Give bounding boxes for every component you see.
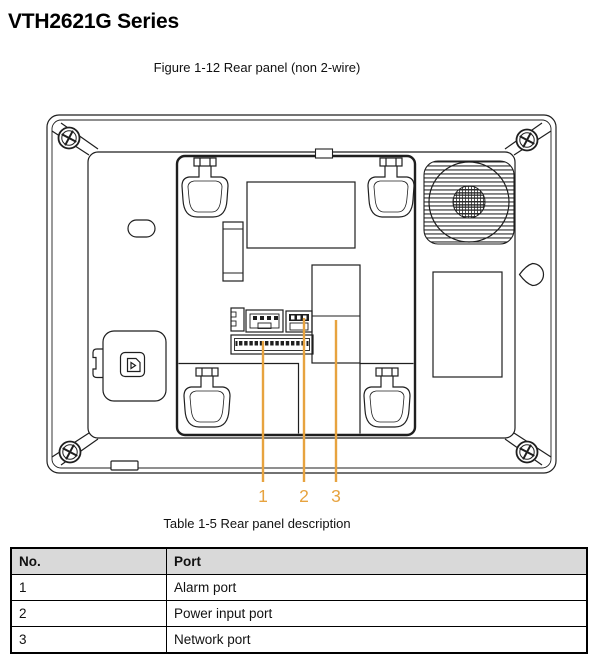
- callouts: [258, 318, 341, 506]
- cell-port: Power input port: [167, 601, 588, 627]
- table-header-row: [11, 548, 587, 575]
- page-title: VTH2621G Series: [8, 10, 179, 33]
- cell-port: Alarm port: [167, 575, 588, 601]
- mounting-hook-top-right: [368, 158, 414, 217]
- table-row: [11, 575, 587, 601]
- corner-screw-top-right: [516, 129, 538, 151]
- center-plate: [247, 182, 355, 248]
- description-table: [10, 547, 588, 654]
- table-row: [11, 627, 587, 654]
- speaker-grille: [424, 161, 514, 244]
- panel-outline: [177, 156, 415, 435]
- table-row: [11, 601, 587, 627]
- header-port: Port: [167, 548, 588, 575]
- callout-label-2: 2: [299, 486, 309, 506]
- cell-no: 3: [11, 627, 167, 654]
- callout-label-3: 3: [331, 486, 341, 506]
- callout-label-1: 1: [258, 486, 268, 506]
- mounting-hook-bottom-right: [364, 368, 410, 427]
- alarm-port-connector: [231, 335, 313, 354]
- table-caption: Table 1-5 Rear panel description: [163, 516, 351, 531]
- panel-top-tab: [316, 149, 333, 158]
- keyhole: [520, 264, 544, 286]
- speaker-center: [453, 186, 485, 218]
- sd-card-cover: [93, 331, 166, 401]
- header-no: No.: [11, 548, 167, 575]
- retainer-bracket: [231, 308, 244, 331]
- connector-block: [231, 308, 313, 354]
- cover-clip: [93, 349, 104, 378]
- cell-no: 1: [11, 575, 167, 601]
- corner-screw-bottom-right: [516, 441, 538, 463]
- corner-screw-top-left: [58, 127, 80, 149]
- mounting-hook-top-left: [182, 158, 228, 217]
- bottom-edge-tab: [111, 461, 138, 470]
- mounting-hook-bottom-left: [184, 368, 230, 427]
- sd-card-icon: [121, 353, 145, 377]
- figure-caption: Figure 1-12 Rear panel (non 2-wire): [153, 60, 361, 75]
- power-input-connector: [286, 311, 312, 332]
- cell-port: Network port: [167, 627, 588, 654]
- cell-no: 2: [11, 601, 167, 627]
- mounting-panel: [177, 149, 415, 435]
- right-module-plate: [433, 272, 502, 377]
- side-strip: [223, 222, 243, 281]
- corner-screw-bottom-left: [59, 441, 81, 463]
- side-slot: [128, 220, 155, 237]
- io-connector: [246, 310, 283, 332]
